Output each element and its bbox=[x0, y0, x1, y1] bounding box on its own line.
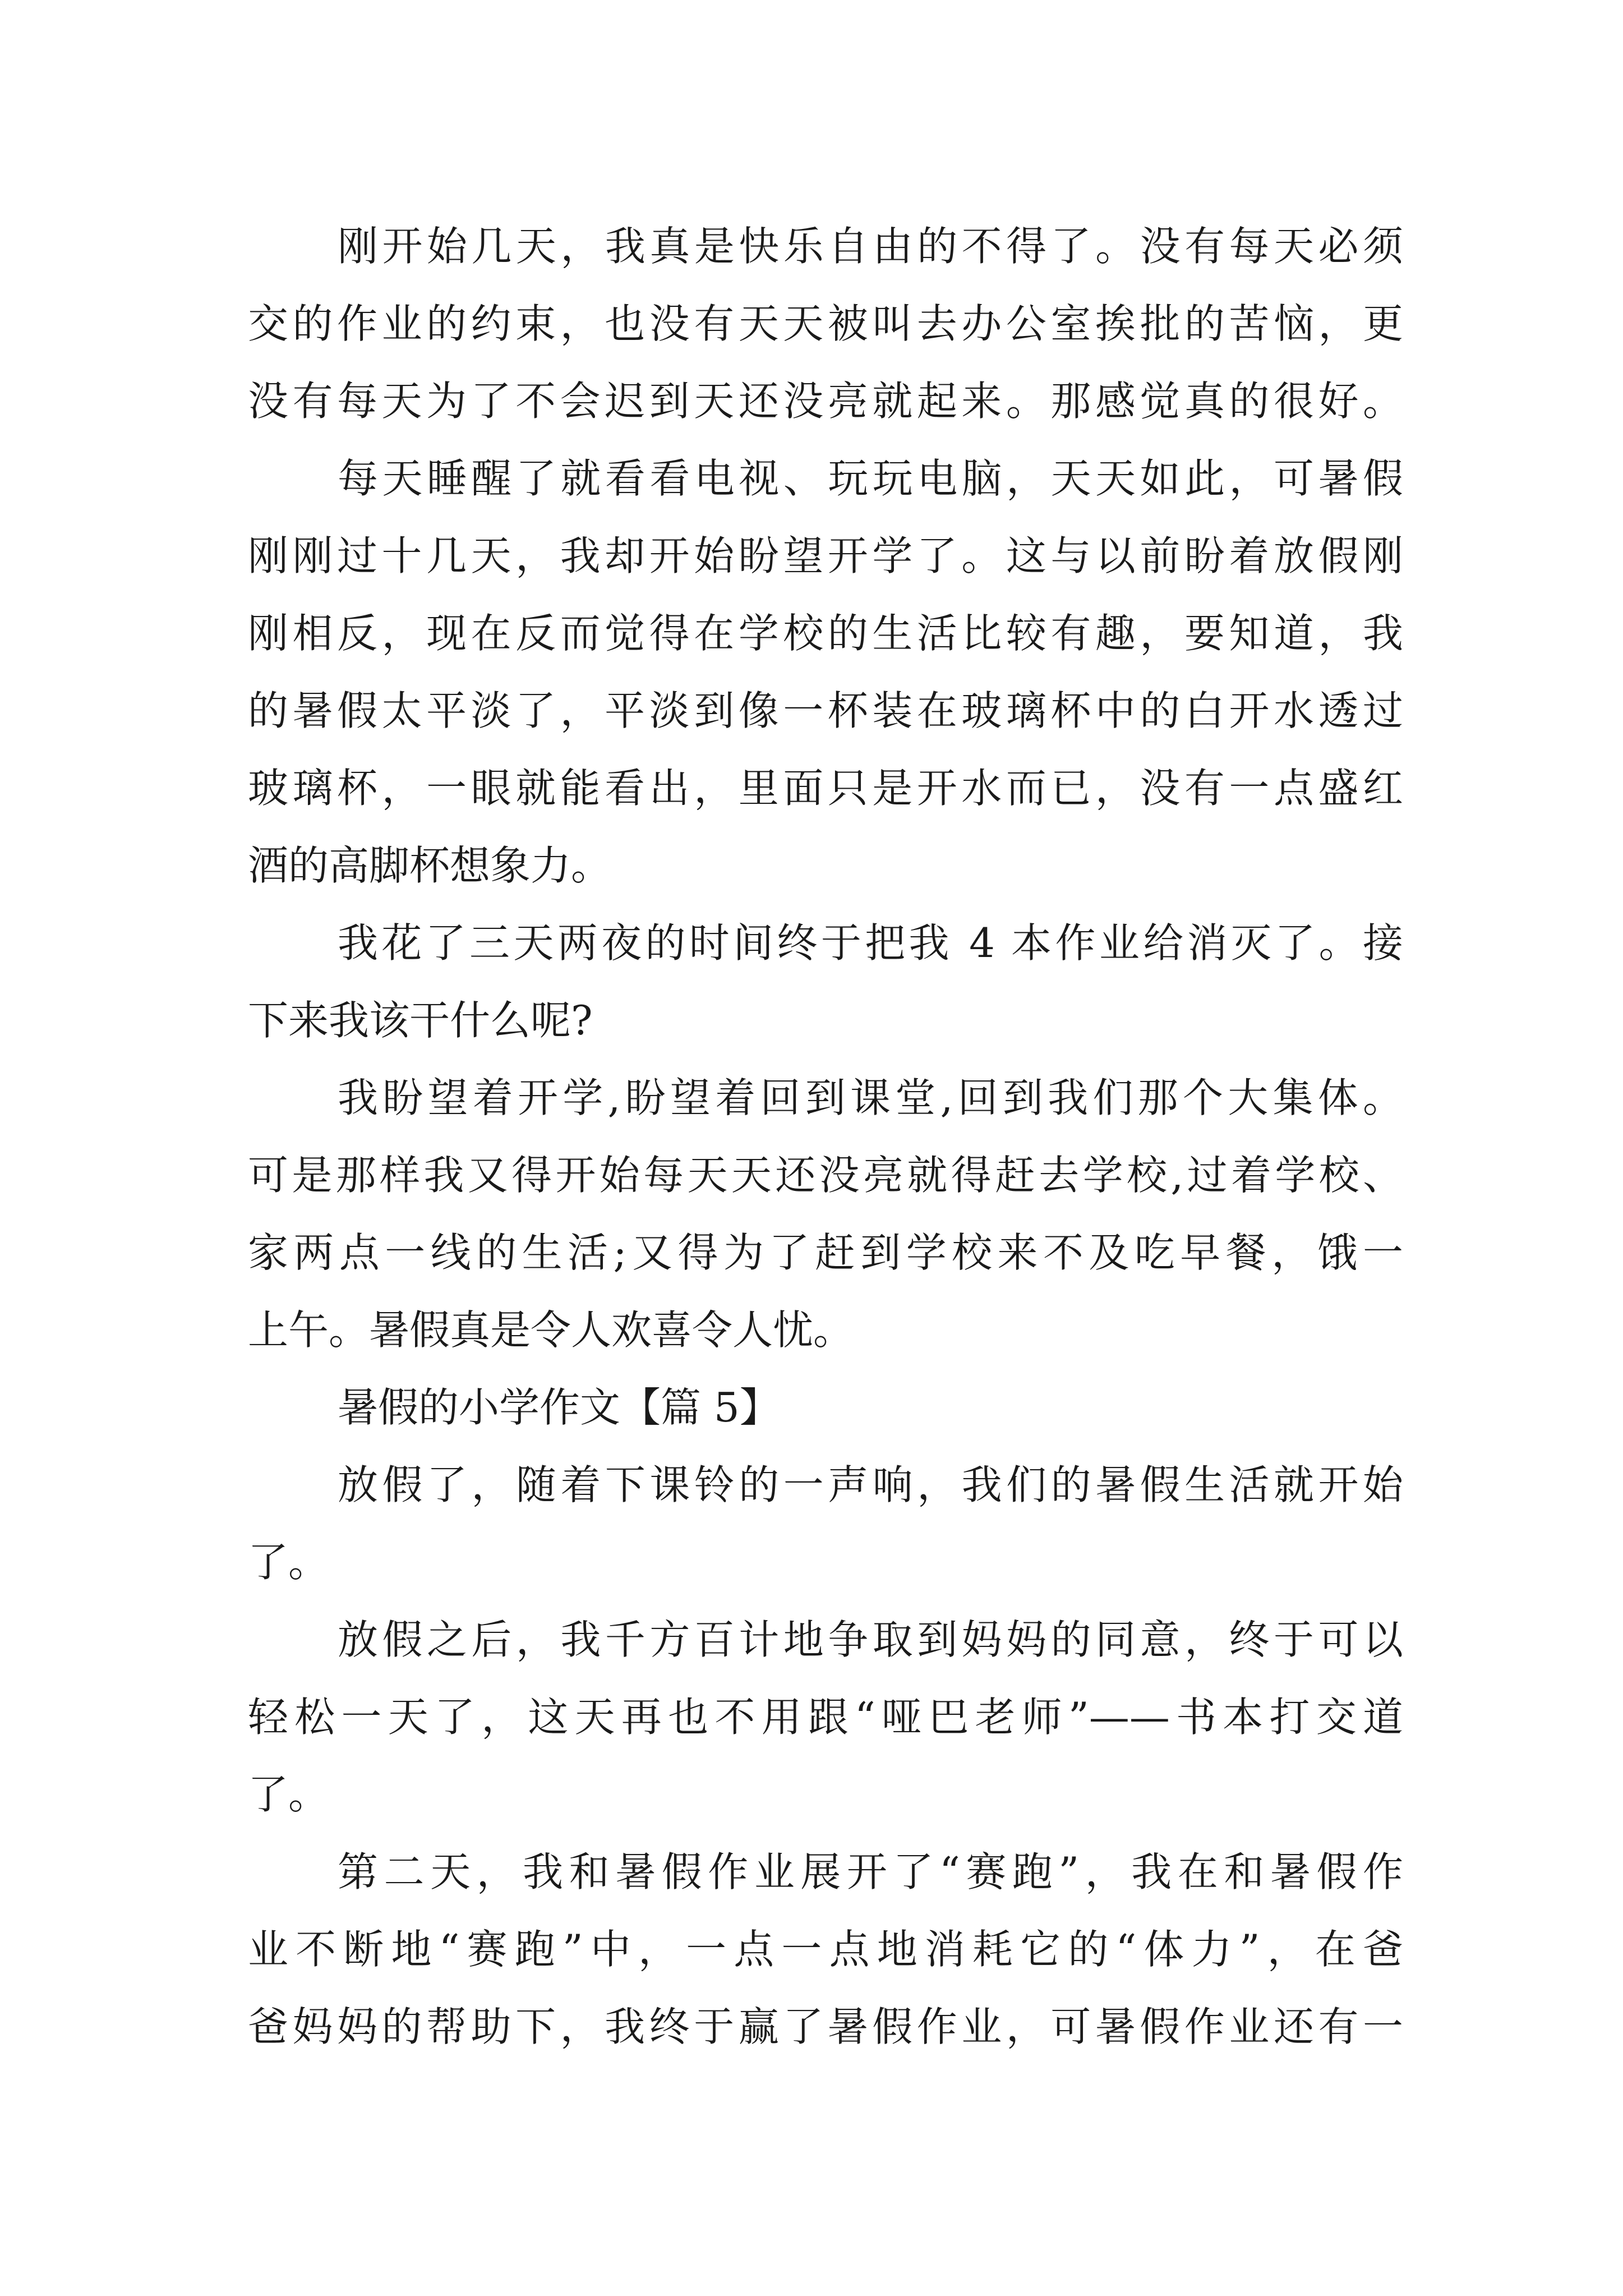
text-line: 刚相反，现在反而觉得在学校的生活比较有趣，要知道，我 bbox=[248, 610, 1403, 657]
text-line: 的暑假太平淡了，平淡到像一杯装在玻璃杯中的白开水透过 bbox=[248, 687, 1403, 734]
text-line: 暑假的小学作文【篇 5】 bbox=[338, 1384, 780, 1431]
text-line: 第二天，我和暑假作业展开了“赛跑”，我在和暑假作 bbox=[338, 1848, 1403, 1895]
text-line: 轻松一天了，这天再也不用跟“哑巴老师”——书本打交道 bbox=[248, 1694, 1403, 1741]
text-line: 我花了三天两夜的时间终于把我 4 本作业给消灭了。接 bbox=[338, 919, 1403, 967]
text-line: 了。 bbox=[248, 1539, 329, 1586]
text-line: 上午。暑假真是令人欢喜令人忧。 bbox=[248, 1306, 854, 1354]
text-line: 放假了，随着下课铃的一声响，我们的暑假生活就开始 bbox=[338, 1461, 1403, 1508]
text-line: 每天睡醒了就看看电视、玩玩电脑，天天如此，可暑假 bbox=[338, 455, 1403, 502]
text-line: 交的作业的约束，也没有天天被叫去办公室挨批的苦恼，更 bbox=[248, 300, 1403, 347]
text-line: 我盼望着开学,盼望着回到课堂,回到我们那个大集体。 bbox=[338, 1074, 1403, 1121]
text-line: 刚刚过十几天，我却开始盼望开学了。这与以前盼着放假刚 bbox=[248, 532, 1403, 579]
text-line: 没有每天为了不会迟到天还没亮就起来。那感觉真的很好。 bbox=[248, 378, 1403, 425]
document-body bbox=[248, 208, 1403, 2065]
text-line: 下来我该干什么呢? bbox=[248, 997, 593, 1044]
text-line: 放假之后，我千方百计地争取到妈妈的同意，终于可以 bbox=[338, 1616, 1403, 1663]
text-line: 玻璃杯，一眼就能看出，里面只是开水而已，没有一点盛红 bbox=[248, 765, 1403, 812]
text-line: 了。 bbox=[248, 1771, 329, 1818]
text-line: 爸妈妈的帮助下，我终于赢了暑假作业，可暑假作业还有一 bbox=[248, 2003, 1403, 2050]
text-line: 家两点一线的生活;又得为了赶到学校来不及吃早餐，饿一 bbox=[248, 1229, 1403, 1276]
text-line: 业不断地“赛跑”中，一点一点地消耗它的“体力”，在爸 bbox=[248, 1926, 1403, 1973]
text-line: 刚开始几天，我真是快乐自由的不得了。没有每天必须 bbox=[338, 223, 1403, 270]
text-line: 酒的高脚杯想象力。 bbox=[248, 842, 612, 889]
text-line: 可是那样我又得开始每天天还没亮就得赶去学校,过着学校、 bbox=[248, 1152, 1403, 1199]
